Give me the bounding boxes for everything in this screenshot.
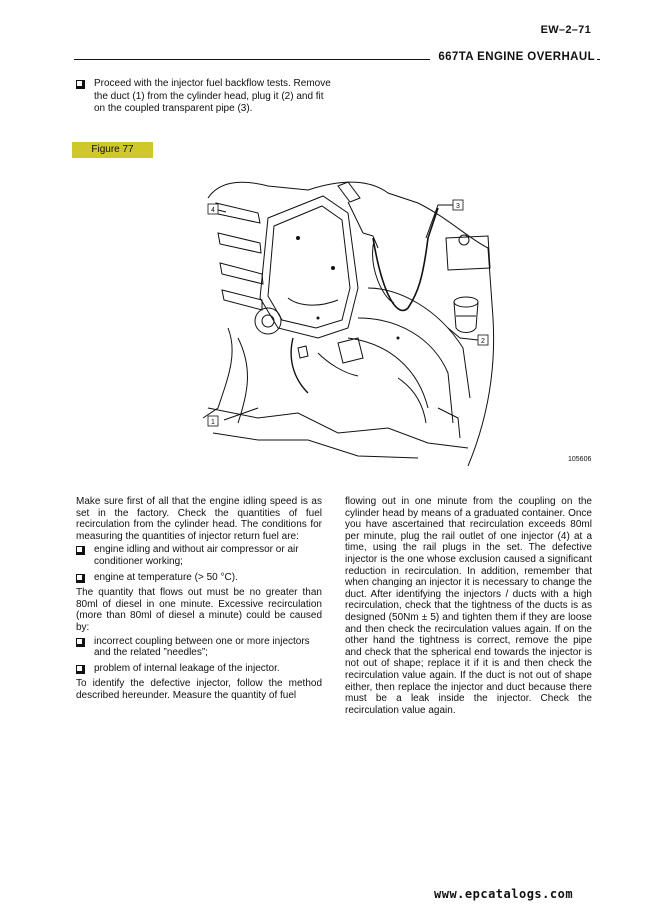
callout-2: 2 xyxy=(481,338,485,345)
footer-url: www.epcatalogs.com xyxy=(434,887,574,901)
bullet-text: incorrect coupling between one or more injectors and the related ”needles”; xyxy=(94,635,310,659)
bullet-text: engine at temperature (> 50 °C). xyxy=(94,571,238,583)
callout-3: 3 xyxy=(456,203,460,210)
checkbox-bullet-icon xyxy=(76,546,85,555)
callout-1: 1 xyxy=(211,419,215,426)
paragraph: To identify the defective injector, follow the method described hereunder. Measure the quantity of fuel xyxy=(76,678,322,701)
checkbox-bullet-icon xyxy=(76,574,85,583)
page-title: 667TA ENGINE OVERHAUL xyxy=(430,51,597,63)
page-number: EW–2–71 xyxy=(540,24,591,36)
bullet-item xyxy=(76,636,322,659)
bullet-item xyxy=(76,663,322,675)
figure-label: Figure 77 xyxy=(72,142,153,158)
intro-bullet xyxy=(76,78,336,116)
bullet-item xyxy=(76,572,322,584)
checkbox-bullet-icon xyxy=(76,665,85,674)
engine-figure xyxy=(198,178,498,466)
intro-text: Proceed with the injector fuel backflow tests. Remove the duct (1) from the cylinder head, plug it (2) and fit on the coupled transparent pipe (3). xyxy=(94,78,331,114)
checkbox-bullet-icon xyxy=(76,638,85,647)
bullet-text: problem of internal leakage of the injector. xyxy=(94,662,280,674)
paragraph: flowing out in one minute from the coupling on the cylinder head by means of a graduated container. Once you have ascertained that recirculation exceeds 80ml per minute, plug the rail outlet of one injector (4) at a time, using the rail plugs in the set. The defective injector is the one whose exclusion caused a significant reduction in recirculation. In addition, remember that when changing an injector it is necessary to change the duct. After identifying the injectors / ducts with a high recirculation, check that the tightness of the ducts is as designed (50Nm ± 5) and tighten them if they are loose and then check the recirculation values again. If on the other hand the tightness is correct, remove the pipe and check that the spherical end towards the injector is not out of shape; replace it if it is and then check the recirculation value again. If the duct is not out of shape either, then replace the injector and duct because there must be a leak inside the injector. Check the recirculation value again. xyxy=(345,496,592,716)
bullet-item xyxy=(76,544,322,567)
callout-4: 4 xyxy=(211,207,215,214)
right-column xyxy=(345,496,592,718)
paragraph: Make sure first of all that the engine idling speed is as set in the factory. Check the quantities of fuel recirculation from the cylinder head. The conditions for measuring the quantities of injector return fuel are: xyxy=(76,496,322,542)
checkbox-bullet-icon xyxy=(76,80,85,89)
bullet-text: engine idling and without air compressor or air conditioner working; xyxy=(94,544,299,567)
left-column xyxy=(76,496,322,704)
paragraph: The quantity that flows out must be no greater than 80ml of diesel in one minute. Excessive recirculation (more than 80ml of diesel a minute) could be caused by: xyxy=(76,587,322,633)
figure-code: 105606 xyxy=(568,456,592,463)
